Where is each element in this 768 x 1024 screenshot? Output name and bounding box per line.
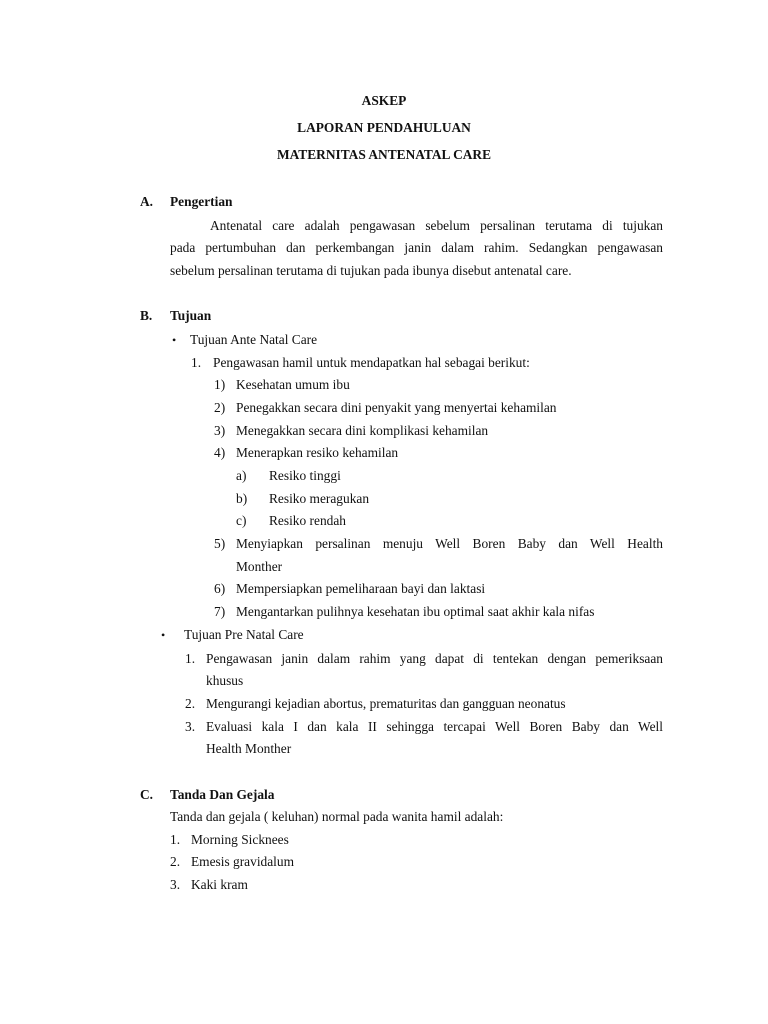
sub-item-line1: Menyiapkan persalinan menuju Well Boren Baby dan Well Health: [236, 536, 663, 551]
section-c-intro: Tanda dan gejala ( keluhan) normal pada wanita hamil adalah:: [170, 809, 504, 824]
section-c-letter: C.: [140, 787, 154, 802]
list-item: Morning Sicknees: [191, 832, 289, 847]
section-b-letter: B.: [140, 308, 153, 323]
sub-item: Menegakkan secara dini komplikasi kehamilan: [236, 423, 489, 438]
sub-item: Mengantarkan pulihnya kesehatan ibu optimal saat akhir kala nifas: [236, 604, 595, 619]
doc-title-maternitas: MATERNITAS ANTENATAL CARE: [276, 147, 492, 162]
list-num: 3.: [170, 877, 181, 892]
bullet-icon: •: [161, 628, 166, 642]
list-item: Emesis gravidalum: [191, 854, 295, 869]
sub-item: Penegakkan secara dini penyakit yang menyertai kehamilan: [236, 400, 557, 415]
doc-title-askep: ASKEP: [361, 93, 407, 108]
sub-num: 3): [214, 423, 226, 438]
bullet-pre-natal: Tujuan Pre Natal Care: [184, 627, 304, 642]
list-num: 1.: [185, 651, 196, 666]
list-item-line2: khusus: [206, 673, 244, 688]
sub-num: 1): [214, 377, 226, 392]
list-num: 2.: [170, 854, 181, 869]
list-num: 2.: [185, 696, 196, 711]
risk-num: a): [236, 468, 247, 483]
section-a-para-line2: pada pertumbuhan dan perkembangan janin dalam rahim. Sedangkan pengawasan: [170, 240, 663, 255]
section-a-para-line3: sebelum persalinan terutama di tujukan pada ibunya disebut antenatal care.: [170, 263, 572, 278]
sub-item: Mempersiapkan pemeliharaan bayi dan laktasi: [236, 581, 486, 596]
list-num: 1.: [191, 355, 202, 370]
section-a-letter: A.: [140, 194, 154, 209]
doc-title-laporan: LAPORAN PENDAHULUAN: [297, 120, 471, 135]
sub-num: 4): [214, 445, 226, 460]
list-item-line1: Evaluasi kala I dan kala II sehingga tercapai Well Boren Baby dan Well: [206, 719, 663, 734]
section-b-heading: Tujuan: [170, 308, 212, 323]
risk-item: Resiko meragukan: [269, 491, 370, 506]
list-item: Pengawasan hamil untuk mendapatkan hal sebagai berikut:: [213, 355, 530, 370]
list-item-line2: Health Monther: [206, 741, 292, 756]
list-item-line1: Pengawasan janin dalam rahim yang dapat di tentekan dengan pemeriksaan: [206, 651, 663, 666]
risk-num: c): [236, 513, 247, 528]
sub-num: 6): [214, 581, 226, 596]
risk-item: Resiko rendah: [269, 513, 346, 528]
sub-num: 2): [214, 400, 226, 415]
section-c-heading: Tanda Dan Gejala: [170, 787, 275, 802]
sub-item: Menerapkan resiko kehamilan: [236, 445, 399, 460]
bullet-ante-natal: Tujuan Ante Natal Care: [190, 332, 318, 347]
sub-num: 5): [214, 536, 226, 551]
list-item: Mengurangi kejadian abortus, prematuritas dan gangguan neonatus: [206, 696, 566, 711]
sub-item-line2: Monther: [236, 559, 283, 574]
sub-num: 7): [214, 604, 226, 619]
section-a-para-line1: Antenatal care adalah pengawasan sebelum persalinan terutama di tujukan: [210, 218, 663, 233]
list-item: Kaki kram: [191, 877, 248, 892]
risk-item: Resiko tinggi: [269, 468, 341, 483]
section-a-heading: Pengertian: [170, 194, 233, 209]
bullet-icon: •: [172, 333, 177, 347]
risk-num: b): [236, 491, 248, 506]
list-num: 1.: [170, 832, 181, 847]
list-num: 3.: [185, 719, 196, 734]
sub-item: Kesehatan umum ibu: [236, 377, 350, 392]
